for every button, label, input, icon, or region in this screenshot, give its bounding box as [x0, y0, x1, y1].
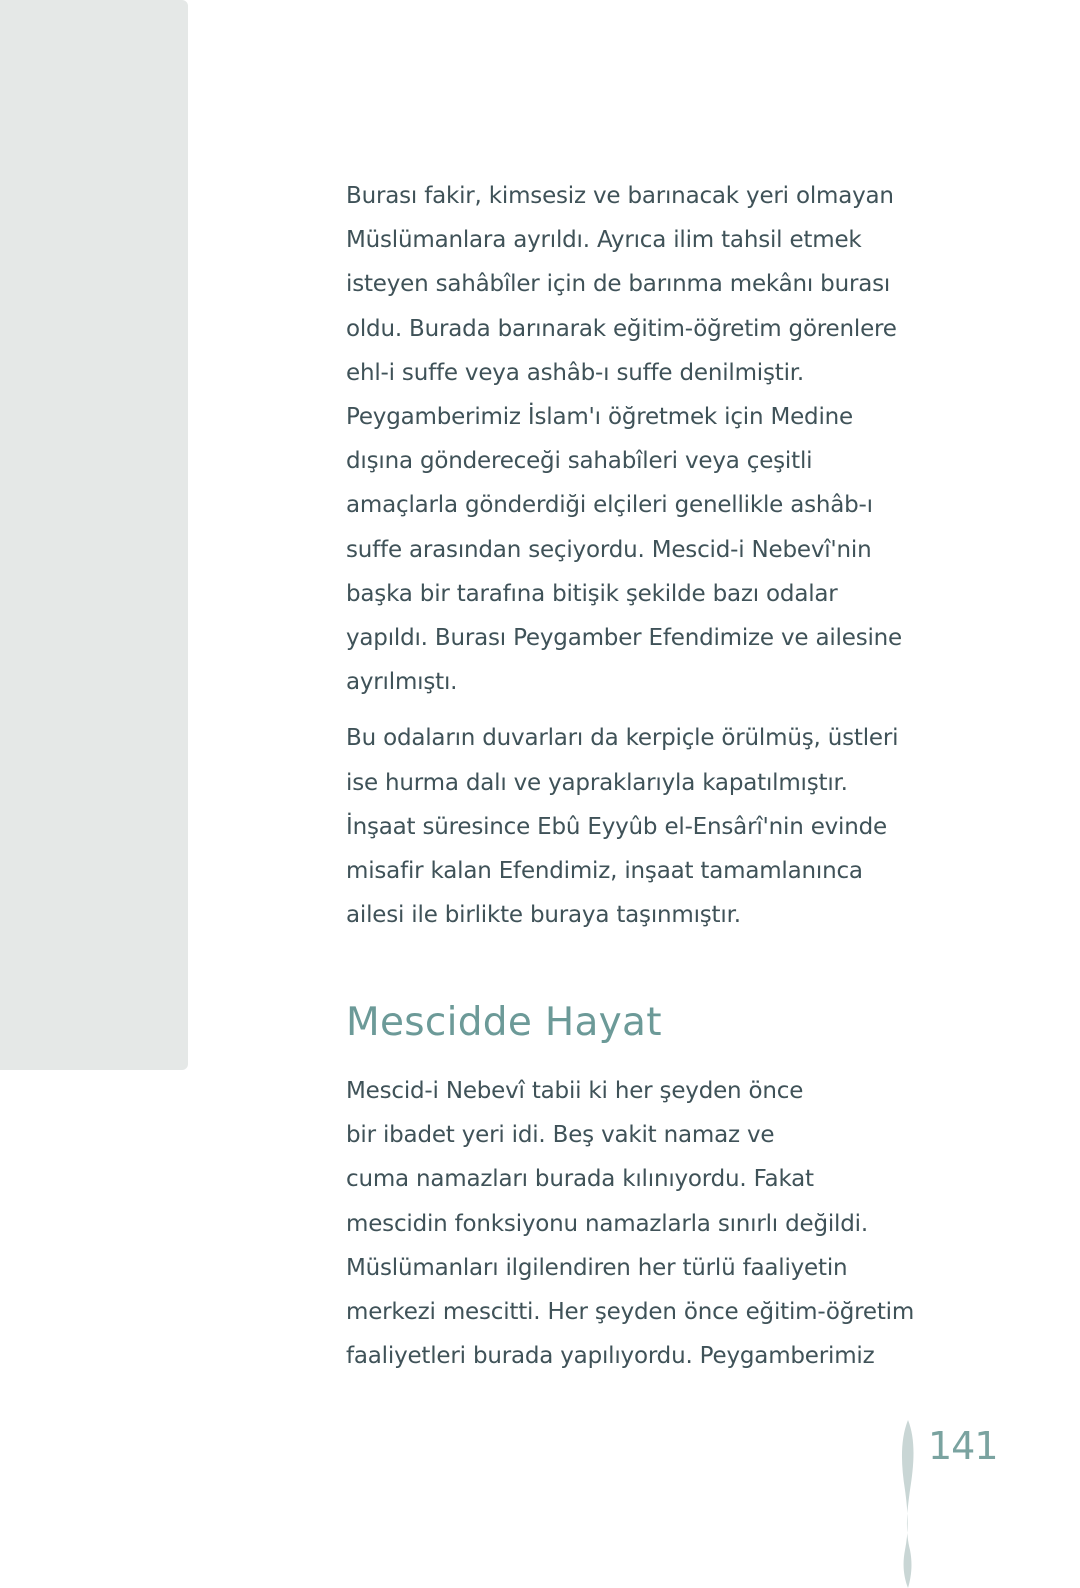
text-line: misafir kalan Efendimiz, inşaat tamamlanınca — [346, 858, 863, 885]
text-line: Burası fakir, kimsesiz ve barınacak yeri olmayan — [346, 183, 894, 209]
text-line: isteyen sahâbîler için de barınma mekânı burası — [346, 271, 891, 298]
text-line: yapıldı. Burası Peygamber Efendimize ve ailesine — [346, 625, 902, 652]
text-line: cuma namazları burada kılınıyordu. Fakat — [346, 1166, 814, 1193]
page-ornament-icon — [898, 1420, 918, 1588]
text-line: Bu odaların duvarları da kerpiçle örülmüş, üstleri — [346, 725, 899, 752]
text-line: ehl-i suffe veya ashâb-ı suffe denilmiştir. — [346, 359, 805, 386]
text-line: dışına göndereceği sahabîleri veya çeşitli — [346, 448, 813, 475]
text-line: ayrılmıştı. — [346, 669, 458, 696]
text-line: Müslümanları ilgilendiren her türlü faaliyetin — [346, 1254, 848, 1281]
text-line: Peygamberimiz İslam'ı öğretmek için Medine — [346, 404, 853, 431]
paragraph-1 — [346, 174, 926, 704]
section-heading: Mescidde Hayat — [346, 1000, 662, 1045]
body-text-top — [346, 174, 926, 937]
text-line: oldu. Burada barınarak eğitim-öğretim görenlere — [346, 315, 897, 342]
side-panel — [0, 0, 188, 1070]
text-line: ailesi ile birlikte buraya taşınmıştır. — [346, 902, 741, 929]
text-line: suffe arasından seçiyordu. Mescid-i Nebevî'nin — [346, 536, 872, 563]
page-number: 141 — [928, 1424, 998, 1468]
text-line: faaliyetleri burada yapılıyordu. Peygamberimiz — [346, 1343, 875, 1370]
text-line: amaçlarla gönderdiği elçileri genellikle ashâb-ı — [346, 492, 873, 519]
text-line: Müslümanlara ayrıldı. Ayrıca ilim tahsil etmek — [346, 227, 862, 254]
text-line: merkezi mescitti. Her şeyden önce eğitim-öğretim — [346, 1299, 915, 1326]
text-line: mescidin fonksiyonu namazlarla sınırlı değildi. — [346, 1210, 868, 1237]
text-line: ise hurma dalı ve yapraklarıyla kapatılmıştır. — [346, 769, 848, 796]
text-line: bir ibadet yeri idi. Beş vakit namaz ve — [346, 1122, 775, 1149]
paragraph-3 — [346, 1069, 926, 1378]
text-line: İnşaat süresince Ebû Eyyûb el-Ensârî'nin evinde — [346, 813, 887, 840]
paragraph-2 — [346, 716, 926, 937]
text-line: başka bir tarafına bitişik şekilde bazı odalar — [346, 580, 838, 607]
text-line: Mescid-i Nebevî tabii ki her şeyden önce — [346, 1078, 804, 1104]
